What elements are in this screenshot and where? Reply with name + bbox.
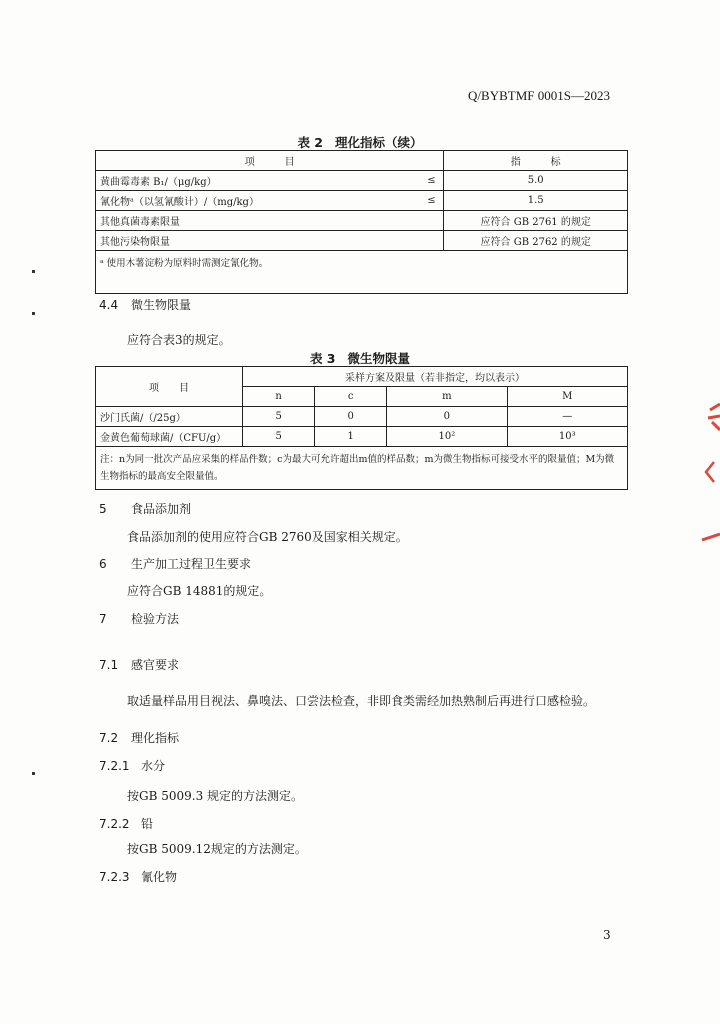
cell-n: 5 [243, 427, 315, 447]
section-number: 7 [99, 612, 107, 626]
table3-head-item: 项 目 [96, 367, 243, 407]
table3-caption-title: 微生物限量 [347, 351, 411, 366]
table-row [96, 171, 628, 191]
row-operator: ≤ [419, 191, 444, 211]
table-row [96, 231, 628, 251]
scan-mark [32, 772, 35, 775]
table2-caption [0, 133, 720, 151]
cell-M: — [507, 407, 627, 427]
page-number: 3 [603, 928, 611, 942]
subhead-n: n [243, 387, 315, 407]
section-title: 氰化物 [141, 870, 178, 884]
section-heading [99, 555, 251, 572]
row-value: 1.5 [444, 191, 628, 211]
scan-mark [32, 312, 35, 315]
table2-caption-title: 理化指标（续） [335, 135, 423, 150]
section-heading [99, 757, 165, 774]
section-number: 6 [99, 557, 107, 571]
table-header-row [96, 151, 628, 171]
table2-caption-number: 表 2 [297, 135, 324, 150]
table2 [95, 150, 628, 294]
cell-n: 5 [243, 407, 315, 427]
section-number: 7.2.3 [99, 870, 130, 884]
section-number: 4.4 [99, 298, 119, 312]
section-heading [99, 610, 179, 627]
section-title: 水分 [141, 759, 166, 773]
paragraph: 食品添加剂的使用应符合GB 2760及国家相关规定。 [127, 530, 408, 544]
section-number: 7.2 [99, 731, 119, 745]
row-item: 其他污染物限量 [96, 231, 444, 251]
row-item: 黄曲霉毒素 B₁/（μg/kg） [96, 171, 420, 191]
table-note-row [96, 251, 628, 294]
section-heading [99, 296, 191, 313]
row-item: 沙门氏菌/（/25g） [96, 407, 243, 427]
cell-M: 10³ [507, 427, 627, 447]
table2-head-item: 项 目 [96, 151, 444, 171]
cell-m: 0 [387, 407, 507, 427]
table-row [96, 427, 628, 447]
section-title: 检验方法 [131, 612, 180, 626]
table-row [96, 191, 628, 211]
row-value: 应符合 GB 2762 的规定 [444, 231, 628, 251]
cell-m: 10² [387, 427, 507, 447]
section-heading [99, 656, 179, 673]
section-title: 食品添加剂 [131, 502, 192, 516]
section-title: 铅 [141, 817, 154, 831]
paragraph: 应符合表3的规定。 [127, 333, 231, 347]
row-value: 5.0 [444, 171, 628, 191]
section-heading [99, 815, 153, 832]
table2-note: ᵃ 使用木薯淀粉为原料时需测定氰化物。 [96, 251, 628, 294]
subhead-M: M [507, 387, 627, 407]
table3-caption [0, 349, 720, 367]
table3-head-plan: 采样方案及限量（若非指定，均以表示） [243, 367, 628, 387]
document-code: Q/BYBTMF 0001S—2023 [468, 88, 610, 103]
subhead-c: c [315, 387, 387, 407]
section-title: 理化指标 [131, 731, 180, 745]
cell-c: 0 [315, 407, 387, 427]
row-value: 应符合 GB 2761 的规定 [444, 211, 628, 231]
row-item: 氰化物ᵃ（以氢氰酸计）/（mg/kg） [96, 191, 420, 211]
section-heading [99, 500, 191, 517]
cell-c: 1 [315, 427, 387, 447]
table-row [96, 211, 628, 231]
row-item: 其他真菌毒素限量 [96, 211, 444, 231]
section-title: 感官要求 [131, 658, 180, 672]
section-heading [99, 729, 179, 746]
row-operator: ≤ [419, 171, 444, 191]
table-header-row [96, 367, 628, 387]
row-item: 金黄色葡萄球菌/（CFU/g） [96, 427, 243, 447]
subhead-m: m [387, 387, 507, 407]
paragraph: 取适量样品用目视法、鼻嗅法、口尝法检查，非即食类需经加热熟制后再进行口感检验。 [127, 694, 596, 708]
red-seal-fragment [700, 400, 720, 560]
table-note-row [96, 447, 628, 490]
table-row [96, 407, 628, 427]
paragraph: 按GB 5009.3 规定的方法测定。 [127, 789, 304, 803]
section-number: 5 [99, 502, 107, 516]
section-title: 微生物限量 [131, 298, 192, 312]
paragraph: 应符合GB 14881的规定。 [127, 584, 272, 598]
table3 [95, 366, 628, 490]
section-heading [99, 868, 177, 885]
table3-note: 注：n为同一批次产品应采集的样品件数；c为最大可允许超出m值的样品数；m为微生物指标可接受水平的限量值；M为微生物指标的最高安全限量值。 [96, 447, 628, 490]
section-number: 7.2.1 [99, 759, 130, 773]
table3-caption-number: 表 3 [309, 351, 336, 366]
section-title: 生产加工过程卫生要求 [131, 557, 252, 571]
paragraph: 按GB 5009.12规定的方法测定。 [127, 842, 307, 856]
scan-mark [32, 270, 35, 273]
section-number: 7.2.2 [99, 817, 130, 831]
table2-head-value: 指 标 [444, 151, 628, 171]
section-number: 7.1 [99, 658, 119, 672]
